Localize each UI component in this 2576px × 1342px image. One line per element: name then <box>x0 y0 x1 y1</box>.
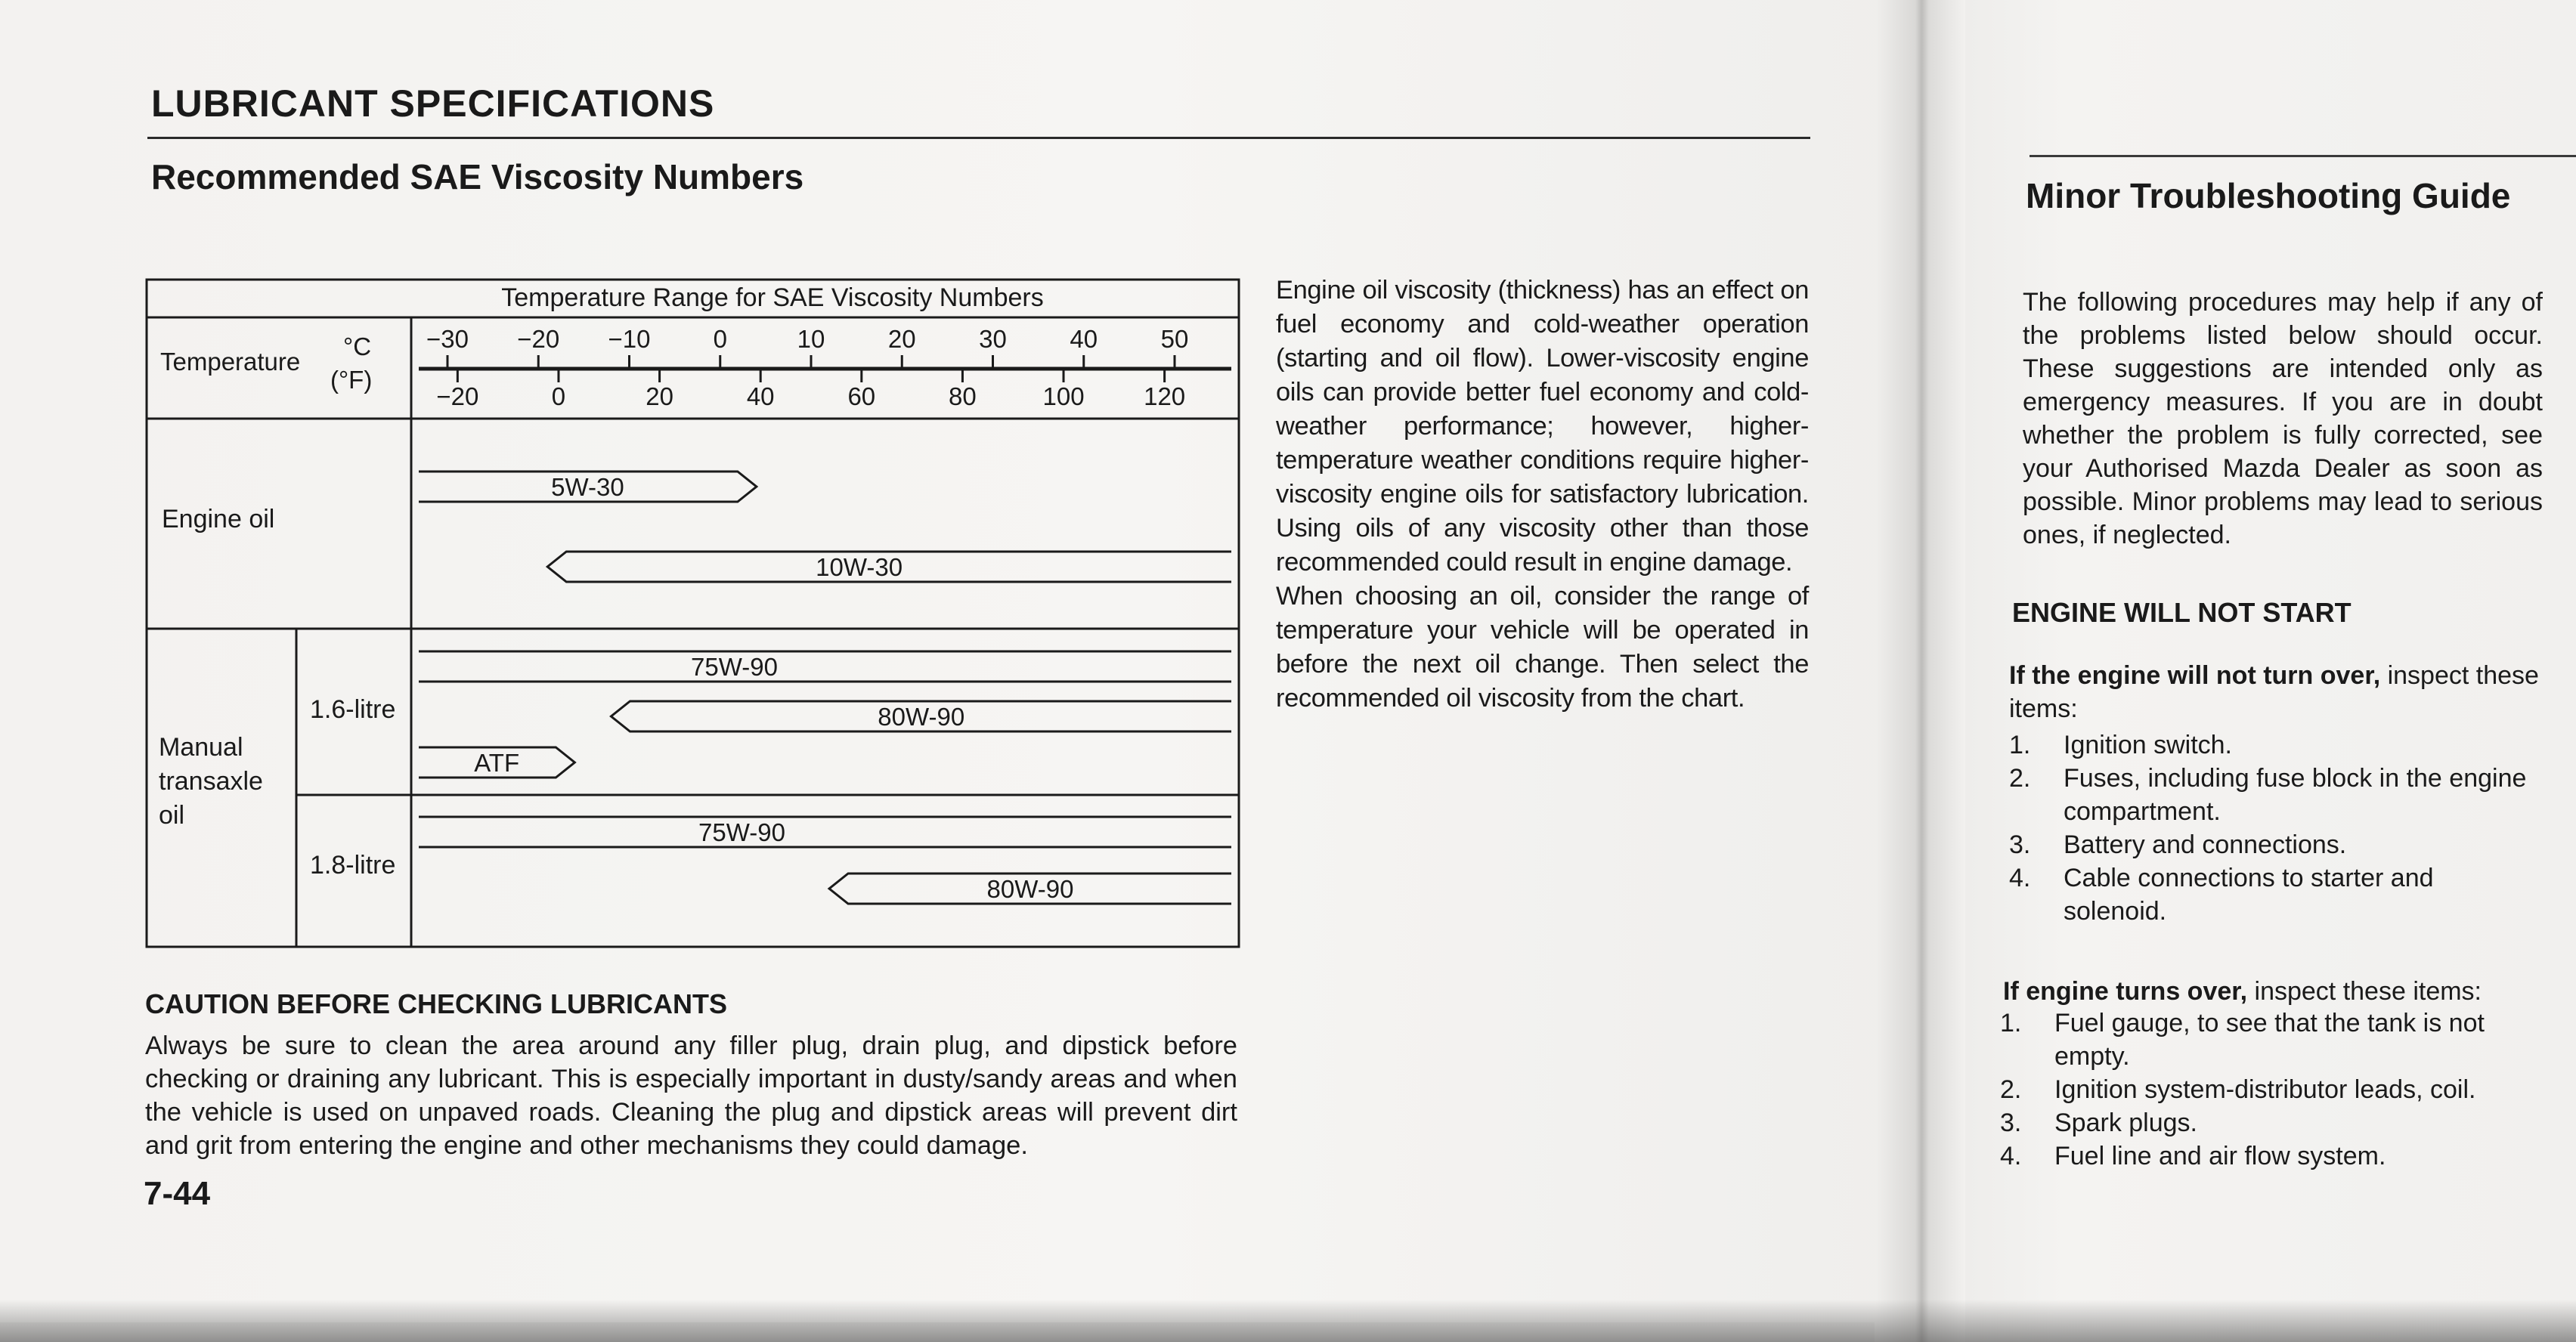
fahrenheit-tick-label: 20 <box>646 382 673 410</box>
troubleshooting-title: Minor Troubleshooting Guide <box>2026 176 2511 215</box>
viscosity-band-label: 5W-30 <box>551 473 624 501</box>
lead-not-turn-over <box>2009 659 2553 725</box>
manual-transaxle-label-1: Manual <box>159 733 243 762</box>
viscosity-band-label: 80W-90 <box>878 703 965 731</box>
viscosity-band <box>419 651 1231 682</box>
viscosity-chart <box>145 278 1241 951</box>
fahrenheit-tick-label: 40 <box>746 382 775 410</box>
viscosity-band-label: 75W-90 <box>698 818 785 846</box>
list-number: 1. <box>2009 731 2031 759</box>
celsius-tick-label: 20 <box>887 325 916 353</box>
list-item <box>2009 762 2538 828</box>
list-item <box>2009 861 2538 928</box>
section-title: LUBRICANT SPECIFICATIONS <box>151 82 715 125</box>
paragraph-2: When choosing an oil, consider the range of temperature your vehicle will be operated in before the next oil change. Then select the recommended oil viscosity from the chart. <box>1276 582 1809 713</box>
viscosity-band-label: 75W-90 <box>691 653 778 681</box>
page-number: 7-44 <box>144 1175 211 1212</box>
fahrenheit-ticks <box>436 369 1185 410</box>
lead-2-bold: If engine turns over, <box>2003 977 2248 1006</box>
viscosity-band <box>419 817 1231 847</box>
celsius-tick-label: 30 <box>979 325 1007 353</box>
viscosity-band-label: ATF <box>474 749 520 777</box>
viscosity-band-label: 10W-30 <box>816 553 903 581</box>
list-item <box>2000 1106 2529 1139</box>
list-number: 1. <box>2000 1009 2022 1037</box>
list-item <box>2000 1139 2529 1173</box>
celsius-tick-label: −20 <box>517 325 560 353</box>
list-number: 3. <box>2009 830 2031 859</box>
book-gutter <box>1875 0 1965 1342</box>
viscosity-bands <box>419 472 1231 904</box>
caution-heading: CAUTION BEFORE CHECKING LUBRICANTS <box>145 988 727 1019</box>
list-text: Spark plugs. <box>2054 1109 2197 1137</box>
celsius-tick-label: −10 <box>608 325 651 353</box>
celsius-tick-label: 10 <box>797 325 825 353</box>
title-rule <box>147 137 1810 139</box>
fahrenheit-tick-label: 0 <box>551 382 566 410</box>
list-text: Fuel gauge, to see that the tank is not empty. <box>2054 1009 2485 1071</box>
list-text: Fuel line and air flow system. <box>2054 1142 2386 1170</box>
celsius-tick-label: 40 <box>1070 325 1098 353</box>
lead-1-rest: inspect these items: <box>2009 661 2539 723</box>
list-text: Ignition system-distributor leads, coil. <box>2054 1075 2476 1104</box>
sub-label-1-8: 1.8-litre <box>310 851 396 880</box>
list-number: 4. <box>2000 1142 2022 1170</box>
viscosity-paragraph <box>1276 274 1809 716</box>
manual-transaxle-label-3: oil <box>159 801 185 830</box>
right-title-rule <box>2030 155 2576 157</box>
list-item <box>2009 828 2538 861</box>
fahrenheit-tick-label: 80 <box>949 382 977 410</box>
chart-title: Temperature Range for SAE Viscosity Numbers <box>501 283 1044 312</box>
checklist-not-turn-over <box>2009 728 2538 928</box>
list-text: Battery and connections. <box>2064 830 2347 859</box>
paragraph-1: Engine oil viscosity (thickness) has an effect on fuel economy and cold-weather operation (starting and oil flow). Lower-viscosity engine oils can provide better fuel economy and cold-weather performance; however, higher-temperature weather conditions require higher-viscosity engine oils for satisfactory lubrication. Using oils of any viscosity other than those recommended could result in engine damage. <box>1276 276 1809 577</box>
fahrenheit-tick-label: 60 <box>847 382 876 410</box>
celsius-ticks <box>426 325 1188 369</box>
list-number: 2. <box>2000 1075 2022 1104</box>
list-number: 3. <box>2000 1109 2022 1137</box>
list-number: 2. <box>2009 764 2031 793</box>
unit-fahrenheit: (°F) <box>330 366 373 394</box>
list-item <box>2000 1073 2529 1106</box>
celsius-tick-label: −30 <box>426 325 469 353</box>
list-item <box>2000 1006 2529 1073</box>
fahrenheit-tick-label: 100 <box>1042 382 1085 410</box>
troubleshooting-intro: The following procedures may help if any of the problems listed below should occur. These suggestions are intended only as emergency measures. If you are in doubt whether the problem is fully corrected, see your Authorised Mazda Dealer as soon as possible. Minor problems may lead to serious ones, if neglected. <box>2023 288 2543 549</box>
viscosity-band-label: 80W-90 <box>986 875 1074 903</box>
page-bottom-shadow <box>0 1300 2576 1342</box>
lead-2-rest: inspect these items: <box>2247 977 2482 1006</box>
list-text: Cable connections to starter and solenoid. <box>2064 864 2434 926</box>
checklist-turns-over <box>2000 1006 2529 1173</box>
unit-celsius: °C <box>343 332 372 360</box>
sub-label-1-6: 1.6-litre <box>310 695 396 724</box>
lead-1-bold: If the engine will not turn over, <box>2009 661 2381 690</box>
celsius-tick-label: 0 <box>713 325 727 353</box>
caution-text: Always be sure to clean the area around any filler plug, drain plug, and dipstick before checking or draining any lubricant. This is especially important in dusty/sandy areas and when the vehicle is used on unpaved roads. Cleaning the plug and dipstick areas will prevent dirt and grit from entering the engine and other mechanisms they could damage. <box>145 1031 1237 1160</box>
fahrenheit-tick-label: −20 <box>436 382 479 410</box>
list-number: 4. <box>2009 864 2031 892</box>
list-text: Ignition switch. <box>2064 731 2232 759</box>
engine-oil-label: Engine oil <box>162 505 275 533</box>
list-text: Fuses, including fuse block in the engine compartment. <box>2064 764 2527 826</box>
subtitle: Recommended SAE Viscosity Numbers <box>151 157 804 196</box>
celsius-tick-label: 50 <box>1160 325 1189 353</box>
manual-transaxle-label-2: transaxle <box>159 767 263 796</box>
fahrenheit-tick-label: 120 <box>1144 382 1186 410</box>
lead-turns-over <box>2003 975 2547 1008</box>
temperature-label: Temperature <box>160 348 301 376</box>
engine-will-not-start-heading: ENGINE WILL NOT START <box>2012 597 2352 628</box>
list-item <box>2009 728 2538 762</box>
